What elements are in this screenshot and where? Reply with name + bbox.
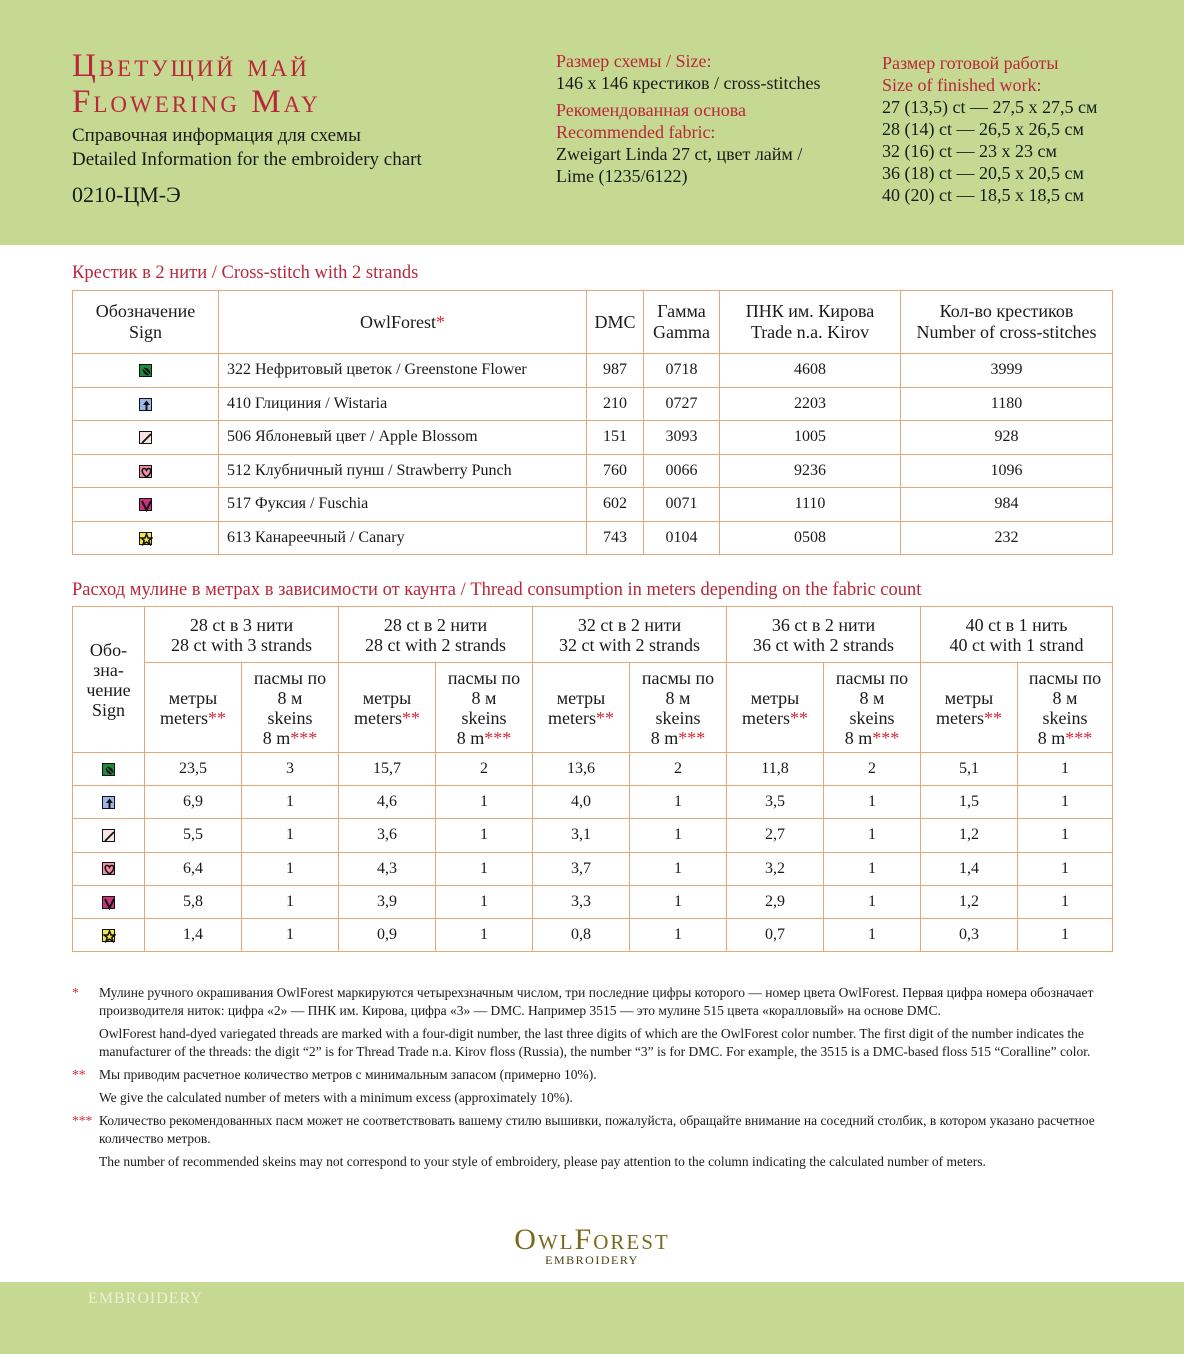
table-row xyxy=(73,488,1113,522)
sign-cell xyxy=(73,819,145,852)
table-row xyxy=(73,753,1113,786)
meters-cell: 3,9 xyxy=(339,885,436,918)
slash-icon xyxy=(139,431,152,444)
gamma-cell: 0071 xyxy=(644,488,720,522)
check-v-icon xyxy=(102,896,115,909)
meters-cell: 2,7 xyxy=(727,819,824,852)
meters-cell: 3,5 xyxy=(727,786,824,819)
meters-cell: 1,4 xyxy=(921,852,1018,885)
skeins-cell: 3 xyxy=(242,753,339,786)
col-skeins: пасмы по 8 м skeins 8 m*** xyxy=(824,663,921,753)
fabric-label-ru: Рекомендованная основа xyxy=(556,100,747,120)
table-row xyxy=(73,454,1113,488)
group-header: 36 ct в 2 нити 36 ct with 2 strands xyxy=(727,607,921,663)
meters-cell: 0,8 xyxy=(533,918,630,951)
finished-size-row: 27 (13,5) ct — 27,5 x 27,5 см xyxy=(882,97,1098,117)
owlforest-logo: OwlForest EMBROIDERY xyxy=(514,1223,670,1267)
footnote-2: ** Мы приводим расчетное количество метров с минимальным запасом (примерно 10%). We give the calculated number of meters with a minimum excess (approximately 10%). xyxy=(72,1067,597,1105)
meters-cell: 3,2 xyxy=(727,852,824,885)
footnote-1: * Мулине ручного окрашивания OwlForest маркируются четырехзначным числом, три последние цифры которого — номер цвета OwlForest. Первая цифра номера обозначает производителя ниток: цифра «2» — ПНК им. Кирова, цифра «3» — DMC. Например 3515 — это мулине 515 цвета «коралловый» на основе DMC. OwlForest hand-dyed variegated threads are marked with a four-digit number, the last three digits of which are the OwlForest color number. The first digit of the number indicates the manufacturer of the threads: the digit “2” is for Thread Trade n.a. Kirov floss (Russia), the number “3” is for DMC. For example, the 3515 is a DMC-based floss 515 “Coralline” color. xyxy=(72,985,1094,1059)
gamma-cell: 3093 xyxy=(644,421,720,455)
skeins-cell: 1 xyxy=(630,819,727,852)
footnotes xyxy=(72,984,1113,1176)
meters-cell: 6,9 xyxy=(145,786,242,819)
thread-name: 410 Глициния / Wistaria xyxy=(219,387,587,421)
sign-cell xyxy=(73,521,219,555)
skeins-cell: 1 xyxy=(824,819,921,852)
finished-size-row: 28 (14) ct — 26,5 x 26,5 см xyxy=(882,119,1084,139)
skeins-cell: 1 xyxy=(824,786,921,819)
meters-cell: 15,7 xyxy=(339,753,436,786)
skeins-cell: 1 xyxy=(242,852,339,885)
skeins-cell: 1 xyxy=(630,885,727,918)
leaf-icon xyxy=(102,763,115,776)
dmc-cell: 210 xyxy=(587,387,644,421)
pnk-cell: 0508 xyxy=(720,521,901,555)
skeins-cell: 1 xyxy=(242,819,339,852)
page-title xyxy=(72,48,321,120)
col-skeins: пасмы по 8 м skeins 8 m*** xyxy=(436,663,533,753)
thread-table xyxy=(72,290,1113,555)
group-header: 28 ct в 3 нити 28 ct with 3 strands xyxy=(145,607,339,663)
pnk-cell: 1005 xyxy=(720,421,901,455)
col-meters: метры meters** xyxy=(727,663,824,753)
sign-cell xyxy=(73,753,145,786)
meters-cell: 3,3 xyxy=(533,885,630,918)
section-title-crossstitch: Крестик в 2 нити / Cross-stitch with 2 strands xyxy=(72,263,419,283)
finished-size-block xyxy=(882,52,1097,206)
count-cell: 3999 xyxy=(901,354,1113,388)
sign-cell xyxy=(73,885,145,918)
skeins-cell: 1 xyxy=(824,918,921,951)
skeins-cell: 1 xyxy=(630,852,727,885)
count-cell: 1180 xyxy=(901,387,1113,421)
footnote-3: *** Количество рекомендованных пасм может не соответствовать вашему стилю вышивки, пожалуйста, обращайте внимание на соседний столбик, в котором указано расчетное количество метров. The number of recommended skeins may not correspond to your style of embroidery, please pay attention to the column indicating the calculated number of meters. xyxy=(72,1113,1095,1169)
finished-label-ru: Размер готовой работы xyxy=(882,53,1059,73)
pnk-cell: 2203 xyxy=(720,387,901,421)
col-dmc: DMC xyxy=(587,291,644,354)
meters-cell: 4,0 xyxy=(533,786,630,819)
meters-cell: 13,6 xyxy=(533,753,630,786)
finished-size-row: 36 (18) ct — 20,5 x 20,5 см xyxy=(882,163,1084,183)
thread-name: 517 Фуксия / Fuschia xyxy=(219,488,587,522)
sign-cell xyxy=(73,786,145,819)
meters-cell: 0,3 xyxy=(921,918,1018,951)
thread-name: 613 Канареечный / Canary xyxy=(219,521,587,555)
table-row xyxy=(73,819,1113,852)
count-cell: 232 xyxy=(901,521,1113,555)
col-sign: Обо- зна- чение Sign xyxy=(73,607,145,753)
meters-cell: 6,4 xyxy=(145,852,242,885)
dmc-cell: 743 xyxy=(587,521,644,555)
thread-name: 512 Клубничный пунш / Strawberry Punch xyxy=(219,454,587,488)
dmc-cell: 987 xyxy=(587,354,644,388)
skeins-cell: 1 xyxy=(242,918,339,951)
meters-cell: 3,7 xyxy=(533,852,630,885)
arrow-up-icon xyxy=(102,796,115,809)
thread-name: 506 Яблоневый цвет / Apple Blossom xyxy=(219,421,587,455)
skeins-cell: 1 xyxy=(630,786,727,819)
col-skeins: пасмы по 8 м skeins 8 m*** xyxy=(242,663,339,753)
meters-cell: 0,7 xyxy=(727,918,824,951)
skeins-cell: 1 xyxy=(1018,885,1113,918)
group-header: 32 ct в 2 нити 32 ct with 2 strands xyxy=(533,607,727,663)
col-sign: Обозначение Sign xyxy=(73,291,219,354)
skeins-cell: 1 xyxy=(1018,819,1113,852)
table-row xyxy=(73,521,1113,555)
finished-size-row: 40 (20) ct — 18,5 x 18,5 см xyxy=(882,185,1084,205)
skeins-cell: 1 xyxy=(436,852,533,885)
skeins-cell: 1 xyxy=(436,786,533,819)
heart-icon xyxy=(102,862,115,875)
arrow-up-icon xyxy=(139,398,152,411)
thread-name: 322 Нефритовый цветок / Greenstone Flower xyxy=(219,354,587,388)
meters-cell: 11,8 xyxy=(727,753,824,786)
skeins-cell: 1 xyxy=(630,918,727,951)
size-value: 146 x 146 крестиков / cross-stitches xyxy=(556,73,821,93)
skeins-cell: 1 xyxy=(436,819,533,852)
skeins-cell: 1 xyxy=(824,852,921,885)
skeins-cell: 1 xyxy=(1018,753,1113,786)
table-row xyxy=(73,354,1113,388)
finished-size-row: 32 (16) ct — 23 x 23 см xyxy=(882,141,1057,161)
count-cell: 1096 xyxy=(901,454,1113,488)
meters-cell: 3,6 xyxy=(339,819,436,852)
sign-cell xyxy=(73,488,219,522)
skeins-cell: 1 xyxy=(436,885,533,918)
sign-cell xyxy=(73,421,219,455)
skeins-cell: 1 xyxy=(436,918,533,951)
skeins-cell: 1 xyxy=(1018,918,1113,951)
col-owlforest: OwlForest* xyxy=(219,291,587,354)
meters-cell: 0,9 xyxy=(339,918,436,951)
gamma-cell: 0727 xyxy=(644,387,720,421)
fabric-label-en: Recommended fabric: xyxy=(556,122,716,142)
section-title-consumption: Расход мулине в метрах в зависимости от каунта / Thread consumption in meters depending on the fabric count xyxy=(72,580,922,600)
skeins-cell: 1 xyxy=(242,786,339,819)
col-pnk: ПНК им. Кирова Trade n.a. Kirov xyxy=(720,291,901,354)
skeins-cell: 1 xyxy=(824,885,921,918)
slash-icon xyxy=(102,829,115,842)
meters-cell: 23,5 xyxy=(145,753,242,786)
meters-cell: 5,5 xyxy=(145,819,242,852)
size-label: Размер схемы / Size: xyxy=(556,51,712,71)
meters-cell: 4,6 xyxy=(339,786,436,819)
skeins-cell: 2 xyxy=(630,753,727,786)
gamma-cell: 0104 xyxy=(644,521,720,555)
subtitle-ru: Справочная информация для схемы xyxy=(72,125,361,146)
pnk-cell: 9236 xyxy=(720,454,901,488)
star-icon xyxy=(139,532,152,545)
group-header: 40 ct в 1 нить 40 ct with 1 strand xyxy=(921,607,1113,663)
consumption-table xyxy=(72,606,1113,952)
check-v-icon xyxy=(139,498,152,511)
col-count: Кол-во крестиков Number of cross-stitches xyxy=(901,291,1113,354)
table-row xyxy=(73,421,1113,455)
sign-cell xyxy=(73,454,219,488)
sign-cell xyxy=(73,852,145,885)
meters-cell: 1,2 xyxy=(921,885,1018,918)
pnk-cell: 1110 xyxy=(720,488,901,522)
skeins-cell: 1 xyxy=(1018,852,1113,885)
heart-icon xyxy=(139,465,152,478)
col-skeins: пасмы по 8 м skeins 8 m*** xyxy=(1018,663,1113,753)
meters-cell: 4,3 xyxy=(339,852,436,885)
dmc-cell: 151 xyxy=(587,421,644,455)
skeins-cell: 2 xyxy=(436,753,533,786)
table-row xyxy=(73,852,1113,885)
title-ru: Цветущий май xyxy=(72,48,310,84)
count-cell: 928 xyxy=(901,421,1113,455)
fabric-value-1: Zweigart Linda 27 ct, цвет лайм / xyxy=(556,144,803,164)
gamma-cell: 0066 xyxy=(644,454,720,488)
footer-watermark: EMBROIDERY xyxy=(88,1290,203,1307)
gamma-cell: 0718 xyxy=(644,354,720,388)
meters-cell: 1,4 xyxy=(145,918,242,951)
meters-cell: 1,2 xyxy=(921,819,1018,852)
table-row xyxy=(73,387,1113,421)
sign-cell xyxy=(73,918,145,951)
skeins-cell: 2 xyxy=(824,753,921,786)
table-row xyxy=(73,918,1113,951)
col-meters: метры meters** xyxy=(921,663,1018,753)
table-row xyxy=(73,885,1113,918)
col-skeins: пасмы по 8 м skeins 8 m*** xyxy=(630,663,727,753)
col-meters: метры meters** xyxy=(533,663,630,753)
meters-cell: 2,9 xyxy=(727,885,824,918)
leaf-icon xyxy=(139,364,152,377)
pnk-cell: 4608 xyxy=(720,354,901,388)
skeins-cell: 1 xyxy=(242,885,339,918)
col-meters: метры meters** xyxy=(145,663,242,753)
count-cell: 984 xyxy=(901,488,1113,522)
subtitle-en: Detailed Information for the embroidery chart xyxy=(72,149,422,170)
title-en: Flowering May xyxy=(72,84,321,120)
dmc-cell: 760 xyxy=(587,454,644,488)
size-block xyxy=(556,50,820,187)
col-meters: метры meters** xyxy=(339,663,436,753)
col-gamma: Гамма Gamma xyxy=(644,291,720,354)
skeins-cell: 1 xyxy=(1018,786,1113,819)
group-header: 28 ct в 2 нити 28 ct with 2 strands xyxy=(339,607,533,663)
dmc-cell: 602 xyxy=(587,488,644,522)
meters-cell: 5,1 xyxy=(921,753,1018,786)
star-icon xyxy=(102,929,115,942)
fabric-value-2: Lime (1235/6122) xyxy=(556,166,688,186)
table-row xyxy=(73,786,1113,819)
meters-cell: 5,8 xyxy=(145,885,242,918)
sign-cell xyxy=(73,354,219,388)
chart-code: 0210-ЦМ-Э xyxy=(72,182,181,207)
finished-label-en: Size of finished work: xyxy=(882,75,1042,95)
meters-cell: 1,5 xyxy=(921,786,1018,819)
sign-cell xyxy=(73,387,219,421)
meters-cell: 3,1 xyxy=(533,819,630,852)
